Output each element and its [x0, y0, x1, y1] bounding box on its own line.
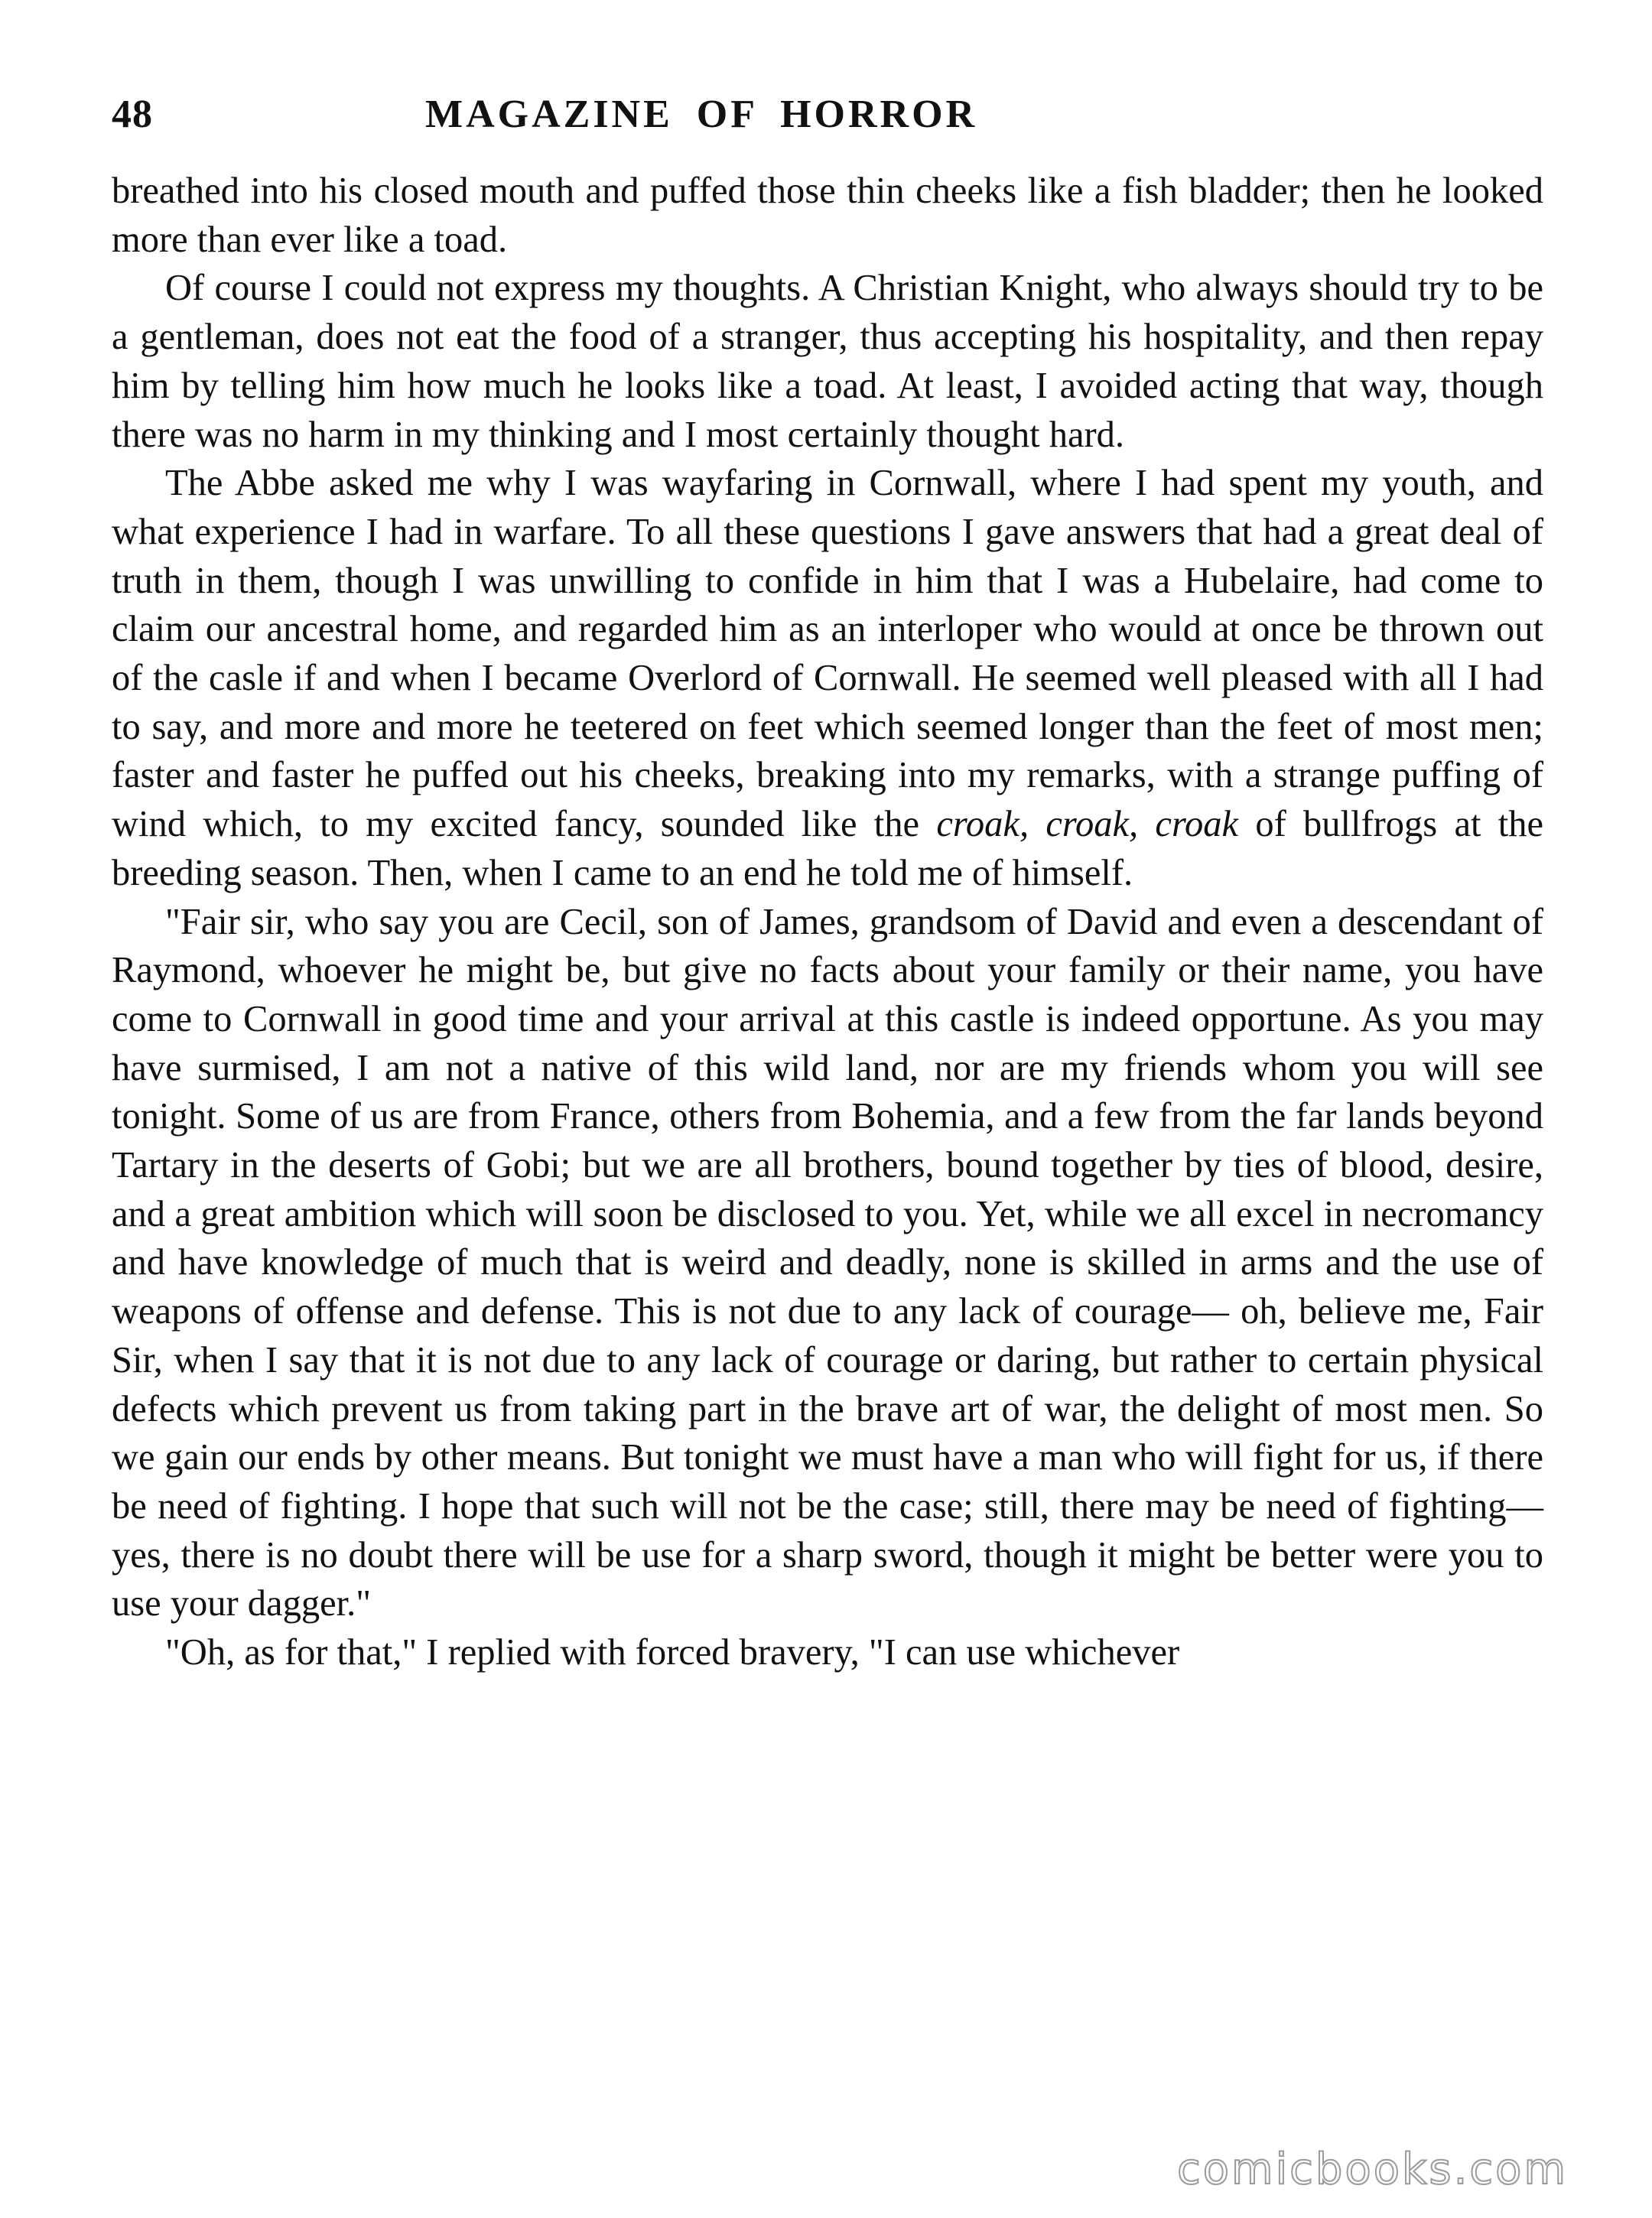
paragraph-text: breathed into his closed mouth and puffed those thin cheeks like a fish bladder; then he looked more than ever like a toad.	[112, 171, 1543, 260]
story-body	[112, 167, 1543, 1677]
paragraph-text: The Abbe asked me why I was wayfaring in Cornwall, where I had spent my youth, and what experience I had in warfare. To all these questions I gave answers that had a great deal of truth in them, though I was unwilling to confide in him that I was a Hubelaire, had come to claim our ancestral home, and regarded him as an interloper who would at once be thrown out of the casle if and when I became Overlord of Cornwall. He seemed well pleased with all I had to say, and more and more he teetered on feet which seemed longer than the feet of most men; faster and faster he puffed out his cheeks, breaking into my remarks, with a strange puffing of wind which, to my excited fancy, sounded like the	[112, 463, 1543, 845]
paragraph-text: "Oh, as for that," I replied with forced bravery, "I can use whichever	[165, 1632, 1180, 1673]
magazine-title: MAGAZINE OF HORROR	[425, 93, 978, 136]
paragraph-2	[112, 264, 1543, 459]
paragraph-text: "Fair sir, who say you are Cecil, son of James, grandsom of David and even a descendant of Raymond, whoever he might be, but give no facts about your family or their name, you have come to Cornwall in good time and your arrival at this castle is indeed opportune. As you may have surmised, I am not a native of this wild land, nor are my friends whom you will see tonight. Some of us are from France, others from Bohemia, and a few from the far lands beyond Tartary in the deserts of Gobi; but we are all brothers, bound together by ties of blood, desire, and a great ambition which will soon be disclosed to you. Yet, while we all excel in necromancy and have knowledge of much that is weird and deadly, none is skilled in arms and the use of weapons of offense and defense. This is not due to any lack of courage— oh, believe me, Fair Sir, when I say that it is not due to any lack of courage or daring, but rather to certain physical defects which prevent us from taking part in the brave art of war, the delight of most men. So we gain our ends by other means. But tonight we must have a man who will fight for us, if there be need of fighting. I hope that such will not be the case; still, there may be need of fighting— yes, there is no doubt there will be use for a sharp sword, though it might be better were you to use your dagger."	[112, 901, 1543, 1624]
paragraph-1	[112, 167, 1543, 264]
paragraph-text: Of course I could not express my thoughts. A Christian Knight, who always should try to be a gentleman, does not eat the food of a stranger, thus accepting his hospitality, and then repay him by telling him how much he looks like a toad. At least, I avoided acting that way, though there was no harm in my thinking and I most certainly thought hard.	[112, 268, 1543, 455]
running-head	[112, 84, 1550, 145]
watermark: comicbooks.com	[1176, 2145, 1568, 2194]
paragraph-text: of bullfrogs at the breeding season. Then, when I came to an end he told me of himself.	[112, 804, 1543, 893]
italic-phrase: croak, croak, croak	[936, 804, 1239, 845]
paragraph-3	[112, 459, 1543, 897]
paragraph-5	[112, 1628, 1543, 1677]
paragraph-4	[112, 898, 1543, 1629]
page-number: 48	[112, 93, 153, 136]
